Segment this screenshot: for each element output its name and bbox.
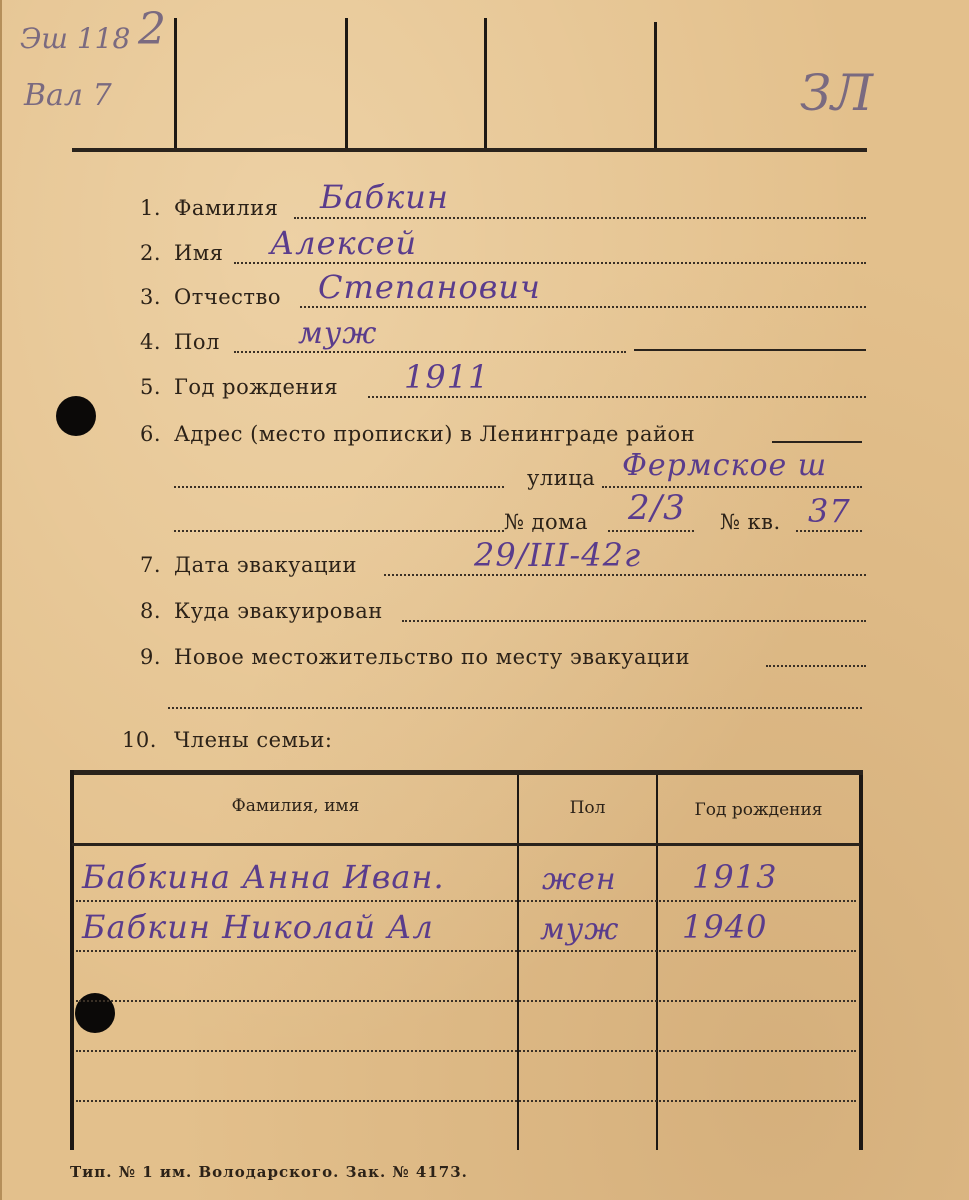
archive-code: Эш 118	[20, 22, 131, 55]
field-9-line	[766, 665, 866, 667]
table-column-divider	[517, 775, 519, 1150]
field-9-label: Новое местожительство по месту эвакуации	[174, 645, 691, 669]
field-2-line	[234, 262, 866, 264]
table-left-border	[70, 770, 74, 1150]
field-4-value: муж	[298, 316, 378, 351]
table-row-2-sex: муж	[540, 912, 620, 947]
apt-value: 37	[808, 492, 851, 530]
table-header-name: Фамилия, имя	[231, 796, 360, 816]
field-1-label: Фамилия	[174, 196, 279, 220]
street-label: улица	[527, 466, 596, 490]
box-code: Вал 7	[24, 78, 112, 113]
field-7-value: 29/III-42г	[474, 536, 642, 574]
table-column-divider	[656, 775, 658, 1150]
field-6-label: Адрес (место прописки) в Ленинграде район	[174, 422, 696, 446]
field-3-value: Степанович	[318, 268, 541, 306]
field-7-number: 7.	[140, 553, 162, 577]
field-9-number: 9.	[140, 645, 162, 669]
table-header-year: Год рождения	[694, 800, 823, 820]
table-row-rule	[76, 900, 856, 902]
right-corner-mark: ЗЛ	[800, 64, 873, 122]
house-value: 2/3	[628, 488, 686, 528]
field-2-number: 2.	[140, 241, 162, 265]
number-mark: 2	[138, 4, 166, 55]
field-4-solid-line	[634, 349, 866, 351]
field-3-number: 3.	[140, 285, 162, 309]
field-8-line	[402, 620, 866, 622]
field-6-number: 6.	[140, 422, 162, 446]
field-4-label: Пол	[174, 330, 220, 354]
field-4-number: 4.	[140, 330, 162, 354]
table-row-1-sex: жен	[542, 862, 617, 897]
street-value: Фермское ш	[622, 448, 828, 483]
field-9-line-2	[168, 707, 862, 709]
field-1-line	[294, 217, 866, 219]
table-right-border	[859, 775, 863, 1150]
field-6-district-line	[772, 441, 862, 443]
header-divider	[654, 22, 657, 148]
field-2-label: Имя	[174, 241, 224, 265]
field-5-label: Год рождения	[174, 375, 339, 399]
field-3-line	[300, 306, 866, 308]
field-3-label: Отчество	[174, 285, 281, 309]
table-top-border	[70, 770, 863, 775]
house-line	[608, 530, 694, 532]
field-5-line	[368, 396, 866, 398]
header-divider	[174, 18, 177, 148]
apt-line	[796, 530, 862, 532]
punch-hole-top	[56, 396, 96, 436]
table-row-2-name: Бабкин Николай Ал	[82, 908, 434, 946]
table-row-rule	[76, 1100, 856, 1102]
field-2-value: Алексей	[270, 224, 418, 262]
table-header-rule	[72, 843, 860, 846]
table-row-2-year: 1940	[682, 908, 768, 946]
field-5-value: 1911	[404, 358, 490, 396]
table-header-sex: Пол	[569, 798, 606, 818]
field-1-value: Бабкин	[320, 178, 449, 216]
header-rule	[72, 148, 867, 152]
table-row-1-name: Бабкина Анна Иван.	[82, 858, 445, 896]
address-blank-line	[174, 486, 504, 488]
address-blank-line-2	[174, 530, 504, 532]
table-row-rule	[76, 1000, 856, 1002]
printer-imprint: Тип. № 1 им. Володарского. Зак. № 4173.	[70, 1163, 468, 1181]
table-row-rule	[76, 950, 856, 952]
table-row-1-year: 1913	[692, 858, 778, 896]
field-8-label: Куда эвакуирован	[174, 599, 383, 623]
field-10-label: Члены семьи:	[174, 728, 333, 752]
field-8-number: 8.	[140, 599, 162, 623]
table-row-rule	[76, 1050, 856, 1052]
header-divider	[484, 18, 487, 148]
house-label: № дома	[504, 510, 588, 534]
punch-hole-bottom	[75, 993, 115, 1033]
field-7-label: Дата эвакуации	[174, 553, 358, 577]
field-7-line	[384, 574, 866, 576]
field-4-line	[234, 351, 626, 353]
apt-label: № кв.	[720, 510, 781, 534]
field-5-number: 5.	[140, 375, 162, 399]
field-10-number: 10.	[122, 728, 157, 752]
field-1-number: 1.	[140, 196, 162, 220]
header-divider	[345, 18, 348, 148]
